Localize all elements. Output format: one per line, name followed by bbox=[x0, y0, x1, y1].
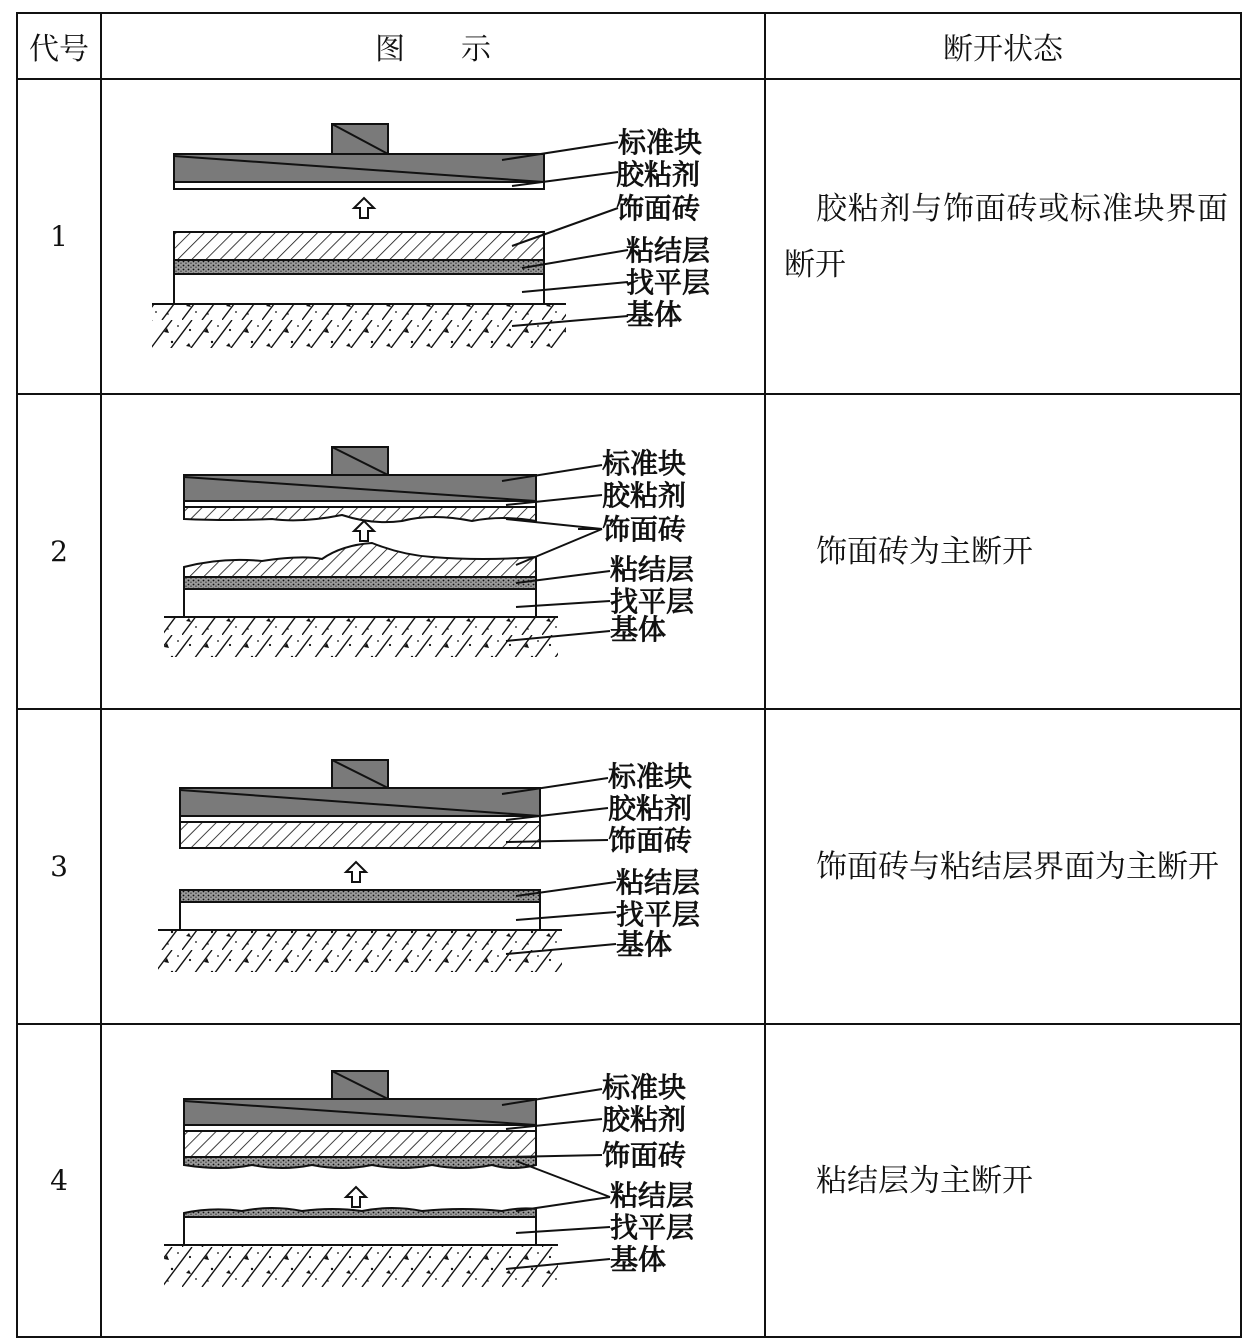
substrate bbox=[152, 304, 566, 348]
table-row bbox=[17, 79, 1241, 394]
figure-cell bbox=[101, 394, 765, 709]
table-row bbox=[17, 1024, 1241, 1337]
bond-fragment-lower bbox=[184, 1208, 536, 1217]
tile-fragment-lower bbox=[184, 543, 536, 577]
label-bond: 粘结层 bbox=[626, 234, 711, 267]
label-adhesive: 胶粘剂 bbox=[608, 792, 693, 825]
diagram-3 bbox=[102, 710, 766, 1023]
label-level: 找平层 bbox=[610, 1210, 695, 1244]
row-state: 饰面砖与粘结层界面为主断开 bbox=[765, 709, 1241, 1024]
header-code: 代号 bbox=[17, 13, 101, 79]
tile-fragment-upper bbox=[184, 507, 536, 522]
label-base: 基体 bbox=[610, 613, 667, 646]
figure-cell bbox=[101, 1024, 765, 1337]
diagram-2 bbox=[102, 395, 766, 708]
label-bond: 粘结层 bbox=[616, 866, 701, 899]
label-adhesive: 胶粘剂 bbox=[602, 479, 687, 512]
label-adhesive: 胶粘剂 bbox=[602, 1102, 687, 1136]
leveling-layer bbox=[174, 274, 544, 304]
table-row bbox=[17, 394, 1241, 709]
row-code: 1 bbox=[17, 79, 101, 394]
row-code: 2 bbox=[17, 394, 101, 709]
label-base: 基体 bbox=[616, 928, 673, 961]
pull-arrow-icon bbox=[354, 198, 374, 218]
header-state: 断开状态 bbox=[765, 13, 1241, 79]
pull-arrow-icon bbox=[354, 521, 374, 541]
row-state: 胶粘剂与饰面砖或标准块界面断开 bbox=[765, 79, 1241, 394]
pull-arrow-icon bbox=[346, 1187, 366, 1207]
label-tile: 饰面砖 bbox=[616, 192, 701, 225]
label-block: 标准块 bbox=[618, 126, 703, 159]
label-adhesive: 胶粘剂 bbox=[616, 158, 701, 191]
label-level: 找平层 bbox=[616, 898, 701, 931]
row-state: 饰面砖为主断开 bbox=[765, 394, 1241, 709]
label-block: 标准块 bbox=[602, 1070, 687, 1104]
label-block: 标准块 bbox=[608, 760, 693, 793]
label-bond: 粘结层 bbox=[610, 1178, 695, 1212]
row-state: 粘结层为主断开 bbox=[765, 1024, 1241, 1337]
label-tile: 饰面砖 bbox=[602, 1138, 687, 1172]
label-tile: 饰面砖 bbox=[608, 824, 693, 857]
diagram-1 bbox=[102, 80, 766, 393]
label-base: 基体 bbox=[610, 1242, 667, 1276]
label-level: 找平层 bbox=[610, 585, 695, 618]
label-base: 基体 bbox=[626, 298, 683, 331]
table-row bbox=[17, 709, 1241, 1024]
diagram-4 bbox=[102, 1047, 766, 1315]
header-figure: 图示 bbox=[101, 13, 765, 79]
bond-layer bbox=[174, 260, 544, 274]
label-tile: 饰面砖 bbox=[602, 513, 687, 546]
figure-cell bbox=[101, 709, 765, 1024]
row-code: 3 bbox=[17, 709, 101, 1024]
tile-layer bbox=[174, 232, 544, 260]
label-level: 找平层 bbox=[626, 266, 711, 299]
failure-mode-table bbox=[16, 12, 1242, 1338]
bond-fragment-upper bbox=[184, 1157, 536, 1168]
figure-cell bbox=[101, 79, 765, 394]
pull-arrow-icon bbox=[346, 862, 366, 882]
row-code: 4 bbox=[17, 1024, 101, 1337]
label-bond: 粘结层 bbox=[610, 553, 695, 586]
adhesive-layer bbox=[174, 182, 544, 189]
label-block: 标准块 bbox=[602, 447, 687, 480]
header-row bbox=[17, 13, 1241, 79]
